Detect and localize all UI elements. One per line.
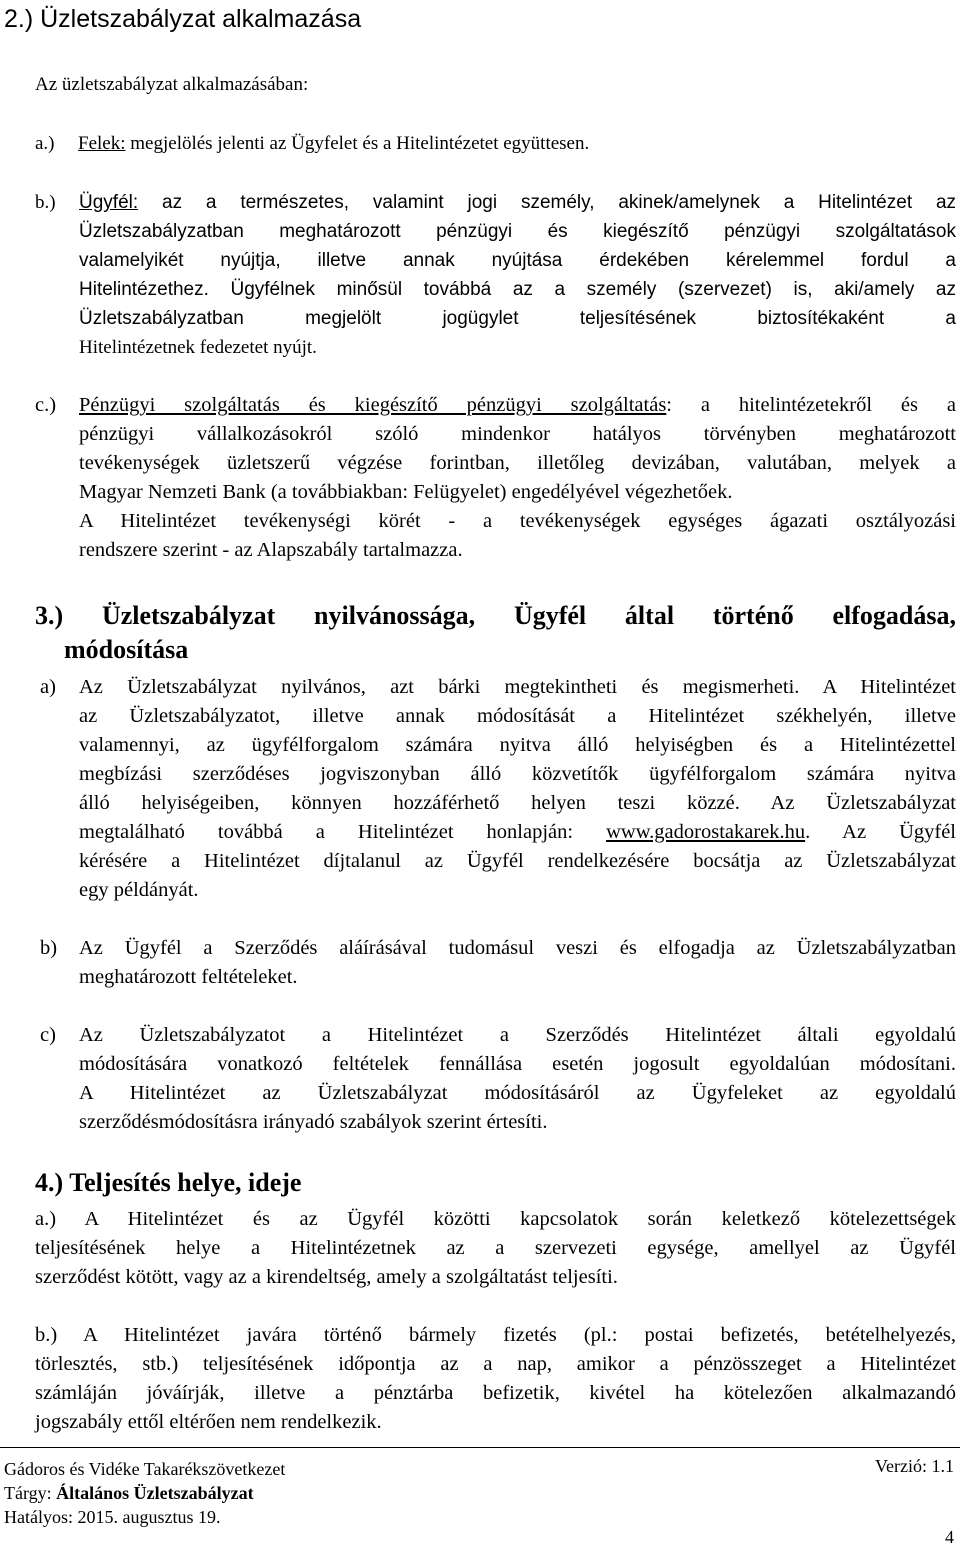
sec3-item-b-label: b) [40, 937, 58, 959]
sec3-item-c-line-2: módosítására vonatkozó feltételek fennállása esetén jogosult egyoldalúan módosítani. [79, 1053, 956, 1075]
item-b-line-4: Hitelintézethez. Ügyfélnek minősül továbbá az a személy (szervezet) is, aki/amely az [79, 279, 956, 300]
sec3-item-a-line-4: megbízási szerződéses jogviszonyban álló közvetítők ügyfélforgalom számára nyitva [79, 763, 956, 785]
sec3-item-a-line-5: álló helyiségeiben, könnyen hozzáférhető helyen teszi közzé. Az Üzletszabályzat [79, 792, 956, 814]
sec3-item-a-line-7: kérésére a Hitelintézet díjtalanul az Ügyfél rendelkezésére bocsátja az Üzletszabályzat [79, 850, 956, 872]
sec4-item-a-line-2: teljesítésének helye a Hitelintézetnek az a szervezeti egysége, amellyel az Ügyfél [35, 1237, 956, 1259]
sec4-item-a-line-3: szerződést kötött, vagy az a kirendeltség, amely a szolgáltatást teljesíti. [35, 1266, 618, 1288]
item-c-line-4: Magyar Nemzeti Bank (a továbbiakban: Felügyelet) engedélyével végezhetőek. [79, 481, 733, 503]
sec4-item-b-line-1: b.) A Hitelintézet javára történő bármely fizetés (pl.: postai befizetés, betételhelyezés, [35, 1324, 956, 1346]
item-a-felek [35, 129, 589, 158]
footer-subject-value: Általános Üzletszabályzat [56, 1483, 254, 1503]
item-c-line-2: pénzügyi vállalkozásokról szóló mindenkor hatályos törvényben meghatározott [79, 423, 956, 445]
sec4-item-b-line-2: törlesztés, stb.) teljesítésének időpontja az a nap, amikor a pénzösszeget a Hitelintézet [35, 1353, 956, 1375]
term-penzugyi-szolgaltatas: Pénzügyi szolgáltatás és kiegészítő pénzügyi szolgáltatás [79, 394, 667, 416]
sec4-item-a-line-1: a.) A Hitelintézet és az Ügyfél közötti kapcsolatok során keletkező kötelezettségek [35, 1208, 956, 1230]
item-c-line-1: Pénzügyi szolgáltatás és kiegészítő pénzügyi szolgáltatás: a hitelintézetekről és a [79, 394, 956, 416]
section-2-intro: Az üzletszabályzat alkalmazásában: [35, 74, 309, 95]
sec3-item-b-line-1: Az Ügyfél a Szerződés aláírásával tudomásul veszi és elfogadja az Üzletszabályzatban [79, 937, 956, 959]
footer-rule [0, 1447, 960, 1448]
sec3-item-a-line-1: Az Üzletszabályzat nyilvános, azt bárki megtekintheti és megismerheti. A Hitelintézet [79, 676, 956, 698]
item-b-line-6: Hitelintézetnek fedezetet nyújt. [79, 337, 317, 358]
footer-subject-label: Tárgy: [4, 1483, 52, 1503]
sec3-item-c-line-1: Az Üzletszabályzatot a Hitelintézet a Szerződés Hitelintézet általi egyoldalú [79, 1024, 956, 1046]
website-link[interactable]: www.gadorostakarek.hu [606, 821, 806, 843]
item-c-label: c.) [35, 394, 57, 416]
section-4-title: 4.) Teljesítés helye, ideje [35, 1168, 302, 1197]
footer-effective-date: Hatályos: 2015. augusztus 19. [4, 1507, 221, 1527]
item-b-line-3: valamelyikét nyújtja, illetve annak nyújtása érdekében kérelemmel fordul a [79, 250, 956, 271]
term-ugyfel: Ügyfél: [79, 192, 139, 213]
item-c-line-5: A Hitelintézet tevékenységi körét - a tevékenységek egységes ágazati osztályozási [79, 510, 956, 532]
footer-subject [4, 1482, 254, 1504]
sec3-item-a-line-2: az Üzletszabályzatot, illetve annak módosítását a Hitelintézet székhelyén, illetve [79, 705, 956, 727]
term-felek: Felek: [78, 133, 126, 154]
item-b-line-1: Ügyfél: az a természetes, valamint jogi személy, akinek/amelynek a Hitelintézet az [79, 192, 957, 213]
sec3-item-b-line-2: meghatározott feltételeket. [79, 966, 298, 988]
footer-organization: Gádoros és Vidéke Takarékszövetkezet [4, 1459, 286, 1479]
item-b-line-5: Üzletszabályzatban megjelölt jogügylet teljesítésének biztosítékaként a [79, 308, 956, 329]
sec3-item-a-label: a) [40, 676, 56, 698]
footer-version: Verzió: 1.1 [875, 1456, 954, 1476]
term-definition: megjelölés jelenti az Ügyfelet és a Hitelintézetet együttesen. [130, 133, 590, 154]
sec3-item-c-label: c) [40, 1024, 56, 1046]
item-c-line-3: tevékenységek üzletszerű végzése forintban, illetőleg devizában, valutában, melyek a [79, 452, 956, 474]
item-b-line-2: Üzletszabályzatban meghatározott pénzügyi és kiegészítő pénzügyi szolgáltatások [79, 221, 956, 242]
item-c-line-6: rendszere szerint - az Alapszabály tartalmazza. [79, 539, 463, 561]
item-b-label: b.) [35, 192, 56, 213]
sec3-item-c-line-4: szerződésmódosításra irányadó szabályok szerint értesíti. [79, 1111, 548, 1133]
section-3-title-line-1: 3.) Üzletszabályzat nyilvánossága, Ügyfél által történő elfogadása, [35, 601, 956, 630]
page-number: 4 [945, 1527, 954, 1547]
sec3-item-a-line-8: egy példányát. [79, 879, 199, 901]
section-2-title: 2.) Üzletszabályzat alkalmazása [4, 5, 362, 33]
sec4-item-b-line-3: számláján jóváírják, illetve a pénztárba befizetik, kivétel ha kötelezően alkalmazandó [35, 1382, 956, 1404]
sec3-item-a-line-3: valamennyi, az ügyfélforgalom számára nyitva álló helyiségben és a Hitelintézettel [79, 734, 956, 756]
sec4-item-b-line-4: jogszabály ettől eltérően nem rendelkezik. [35, 1411, 382, 1433]
sec3-item-a-line-6: megtalálható továbbá a Hitelintézet honlapján: www.gadorostakarek.hu. Az Ügyfél [79, 821, 957, 843]
sec3-item-c-line-3: A Hitelintézet az Üzletszabályzat módosításáról az Ügyfeleket az egyoldalú [79, 1082, 956, 1104]
section-3-title-line-2: módosítása [64, 635, 189, 664]
item-label: a.) [35, 133, 55, 154]
